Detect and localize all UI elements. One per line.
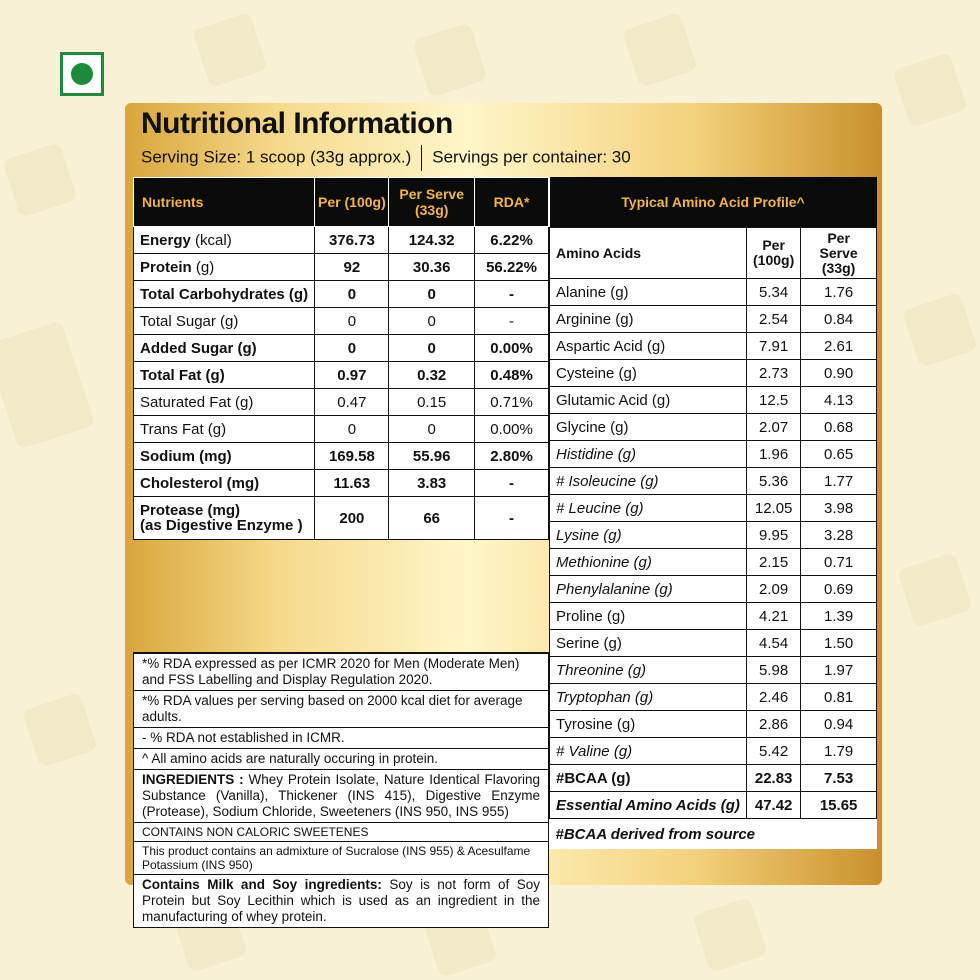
background-product-icon: [2, 142, 78, 218]
amino-per100: 2.54: [747, 306, 801, 333]
column-header: RDA*: [475, 178, 549, 227]
amino-name: Glycine (g): [550, 414, 747, 441]
amino-per-serve: 15.65: [801, 792, 877, 819]
amino-per-serve: 0.65: [801, 441, 877, 468]
ingredients-note: [133, 770, 549, 823]
table-cell: 0.00%: [475, 416, 549, 443]
amino-per100: 22.83: [747, 765, 801, 792]
table-cell: 0: [315, 308, 389, 335]
amino-name: Essential Amino Acids (g): [550, 792, 747, 819]
table-cell: 3.83: [389, 470, 475, 497]
table-cell: -: [475, 470, 549, 497]
table-cell: [134, 308, 315, 335]
table-cell: [134, 281, 315, 308]
amino-per-serve: 0.94: [801, 711, 877, 738]
table-cell: 0.00%: [475, 335, 549, 362]
amino-per-serve: 0.84: [801, 306, 877, 333]
amino-per100: 2.15: [747, 549, 801, 576]
nutrient-name: Added Sugar (g): [140, 339, 257, 357]
notes-section: [133, 652, 549, 928]
nutrient-row: [134, 497, 549, 540]
amino-name: Methionine (g): [550, 549, 747, 576]
background-product-icon: [902, 292, 978, 368]
table-cell: 0: [389, 308, 475, 335]
note-amino-natural: ^ All amino acids are naturally occuring in protein.: [133, 749, 549, 770]
table-cell: -: [475, 308, 549, 335]
milk-soy-label: Contains Milk and Soy ingredients:: [142, 877, 382, 892]
amino-row: [550, 630, 877, 657]
table-cell: 0: [315, 416, 389, 443]
amino-name: Cysteine (g): [550, 360, 747, 387]
amino-per100: 5.42: [747, 738, 801, 765]
amino-name: Tryptophan (g): [550, 684, 747, 711]
column-header: Per Serve (33g): [389, 178, 475, 227]
table-cell: 2.80%: [475, 443, 549, 470]
ingredients-label: INGREDIENTS :: [142, 772, 244, 787]
amino-per100: 2.46: [747, 684, 801, 711]
nutrient-unit: (kcal): [190, 231, 232, 249]
amino-per100: 1.96: [747, 441, 801, 468]
amino-per100: 2.86: [747, 711, 801, 738]
amino-row: [550, 414, 877, 441]
amino-name: # Valine (g): [550, 738, 747, 765]
amino-row: [550, 306, 877, 333]
amino-name: Serine (g): [550, 630, 747, 657]
amino-name: Proline (g): [550, 603, 747, 630]
amino-name: Alanine (g): [550, 279, 747, 306]
amino-per-serve: 1.77: [801, 468, 877, 495]
amino-row: [550, 684, 877, 711]
amino-name: Lysine (g): [550, 522, 747, 549]
column-header: Per (100g): [315, 178, 389, 227]
amino-row: [550, 738, 877, 765]
amino-row: [550, 765, 877, 792]
amino-name: Glutamic Acid (g): [550, 387, 747, 414]
nutrient-row: [134, 389, 549, 416]
amino-per100: 2.73: [747, 360, 801, 387]
amino-row: [550, 468, 877, 495]
ingredients-text: Whey Protein Isolate, Nature Identical Flavoring Substance (Vanilla), Thickener (INS 415), Digestive Enzyme (Protease), Sodium Chloride, Sweeteners (INS 950, INS 955): [142, 772, 540, 819]
amino-per100: 7.91: [747, 333, 801, 360]
table-cell: 0.47: [315, 389, 389, 416]
amino-name: Arginine (g): [550, 306, 747, 333]
amino-per-serve: 0.81: [801, 684, 877, 711]
table-cell: 0.48%: [475, 362, 549, 389]
table-cell: 0: [389, 335, 475, 362]
nutrient-name: Protease (mg): [140, 502, 241, 519]
table-cell: 0.71%: [475, 389, 549, 416]
table-cell: 56.22%: [475, 254, 549, 281]
nutrition-panel: [125, 103, 882, 924]
serving-size: Serving Size: 1 scoop (33g approx.): [141, 147, 412, 167]
nutrient-row: [134, 443, 549, 470]
amino-row: [550, 603, 877, 630]
nutrient-unit: (g): [191, 258, 215, 276]
nutrient-row: [134, 308, 549, 335]
amino-per-serve: 1.97: [801, 657, 877, 684]
nutrient-row: [134, 227, 549, 254]
table-cell: 0: [389, 281, 475, 308]
amino-row: [550, 522, 877, 549]
amino-per100: 47.42: [747, 792, 801, 819]
nutrient-unit: Total Sugar (g): [140, 312, 239, 330]
background-product-icon: [892, 52, 968, 128]
nutrient-name: Energy: [140, 231, 191, 249]
nutrient-row: [134, 281, 549, 308]
column-header: Per Serve (33g): [801, 228, 877, 279]
amino-row: [550, 711, 877, 738]
amino-header-row: [550, 228, 877, 279]
amino-per-serve: 0.69: [801, 576, 877, 603]
background-product-icon: [412, 22, 488, 98]
table-cell: 0.15: [389, 389, 475, 416]
column-header: Per (100g): [747, 228, 801, 279]
table-cell: 0: [315, 281, 389, 308]
amino-per-serve: 0.68: [801, 414, 877, 441]
amino-name: Tyrosine (g): [550, 711, 747, 738]
note-rda-icmr: *% RDA expressed as per ICMR 2020 for Men (Moderate Men) and FSS Labelling and Display Regulation 2020.: [133, 654, 549, 691]
table-cell: 6.22%: [475, 227, 549, 254]
background-product-icon: [0, 320, 95, 449]
milk-soy-text: Soy is not form of Soy Protein but Soy Lecithin which is used as an ingredient in the manufacturing of whey protein.: [142, 877, 540, 924]
amino-row: [550, 576, 877, 603]
amino-per-serve: 7.53: [801, 765, 877, 792]
table-cell: 55.96: [389, 443, 475, 470]
nutrient-row: [134, 416, 549, 443]
divider: [421, 145, 422, 171]
amino-acid-table: [549, 177, 877, 849]
amino-row: [550, 387, 877, 414]
non-caloric-note: CONTAINS NON CALORIC SWEETENES: [133, 823, 549, 842]
nutrient-row: [134, 470, 549, 497]
nutrient-unit: Saturated Fat (g): [140, 393, 254, 411]
amino-per-serve: 0.90: [801, 360, 877, 387]
table-cell: [134, 254, 315, 281]
nutrient-name: Total Fat (g): [140, 366, 225, 384]
amino-name: # Isoleucine (g): [550, 468, 747, 495]
background-product-icon: [692, 897, 768, 973]
column-header: Nutrients: [134, 178, 315, 227]
background-product-icon: [22, 692, 98, 768]
amino-table-title: Typical Amino Acid Profile^: [550, 177, 877, 228]
amino-per-serve: 1.76: [801, 279, 877, 306]
amino-row: [550, 657, 877, 684]
table-cell: 0.32: [389, 362, 475, 389]
amino-footnote-row: [550, 819, 877, 850]
background-product-icon: [192, 12, 268, 88]
nutrient-row: [134, 254, 549, 281]
amino-per-serve: 3.28: [801, 522, 877, 549]
nutrient-note: (as Digestive Enzyme ): [140, 517, 303, 534]
table-cell: [134, 416, 315, 443]
note-rda-kcal: *% RDA values per serving based on 2000 kcal diet for average adults.: [133, 691, 549, 728]
veg-symbol-icon: [60, 52, 104, 96]
amino-row: [550, 279, 877, 306]
nutrient-name: Total Carbohydrates (g): [140, 285, 309, 303]
amino-row: [550, 360, 877, 387]
column-header: Amino Acids: [550, 228, 747, 279]
amino-per100: 12.05: [747, 495, 801, 522]
table-cell: -: [475, 497, 549, 540]
amino-per-serve: 2.61: [801, 333, 877, 360]
nutrient-row: [134, 335, 549, 362]
amino-name: # Leucine (g): [550, 495, 747, 522]
nutrient-row: [134, 362, 549, 389]
nutrient-unit: Trans Fat (g): [140, 420, 227, 438]
table-cell: [134, 470, 315, 497]
table-cell: 124.32: [389, 227, 475, 254]
admixture-note: This product contains an admixture of Sucralose (INS 955) & Acesulfame Potassium (INS 950): [133, 842, 549, 875]
table-cell: 66: [389, 497, 475, 540]
nutrient-name: Cholesterol (mg): [140, 474, 260, 492]
amino-per-serve: 4.13: [801, 387, 877, 414]
amino-per-serve: 3.98: [801, 495, 877, 522]
servings-per-container: Servings per container: 30: [432, 147, 631, 167]
amino-per100: 9.95: [747, 522, 801, 549]
amino-row: [550, 441, 877, 468]
amino-footnote: #BCAA derived from source: [550, 819, 877, 850]
table-cell: 169.58: [315, 443, 389, 470]
nutrients-table: [133, 177, 549, 540]
amino-row: [550, 333, 877, 360]
table-cell: [134, 227, 315, 254]
table-cell: 0: [315, 335, 389, 362]
table-cell: 0: [389, 416, 475, 443]
amino-per100: 5.98: [747, 657, 801, 684]
table-cell: 11.63: [315, 470, 389, 497]
panel-title: Nutritional Information: [141, 107, 453, 140]
note-not-established: - % RDA not established in ICMR.: [133, 728, 549, 749]
table-cell: 0.97: [315, 362, 389, 389]
table-cell: 92: [315, 254, 389, 281]
amino-per-serve: 1.39: [801, 603, 877, 630]
background-product-icon: [897, 552, 973, 628]
amino-per-serve: 0.71: [801, 549, 877, 576]
table-cell: -: [475, 281, 549, 308]
amino-per100: 12.5: [747, 387, 801, 414]
amino-per100: 2.07: [747, 414, 801, 441]
table-cell: [134, 362, 315, 389]
amino-row: [550, 792, 877, 819]
table-cell: 200: [315, 497, 389, 540]
serving-info: [141, 145, 631, 171]
amino-per100: 5.36: [747, 468, 801, 495]
amino-row: [550, 549, 877, 576]
amino-per100: 2.09: [747, 576, 801, 603]
amino-per100: 4.54: [747, 630, 801, 657]
amino-name: Phenylalanine (g): [550, 576, 747, 603]
table-cell: [134, 497, 315, 540]
amino-per100: 5.34: [747, 279, 801, 306]
table-cell: 30.36: [389, 254, 475, 281]
amino-name: #BCAA (g): [550, 765, 747, 792]
amino-row: [550, 495, 877, 522]
amino-per-serve: 1.79: [801, 738, 877, 765]
table-cell: 376.73: [315, 227, 389, 254]
table-cell: [134, 443, 315, 470]
nutrients-header-row: [134, 178, 549, 227]
background-product-icon: [622, 12, 698, 88]
amino-per-serve: 1.50: [801, 630, 877, 657]
table-cell: [134, 389, 315, 416]
table-cell: [134, 335, 315, 362]
amino-name: Threonine (g): [550, 657, 747, 684]
amino-per100: 4.21: [747, 603, 801, 630]
amino-name: Histidine (g): [550, 441, 747, 468]
nutrient-name: Sodium (mg): [140, 447, 232, 465]
nutrient-name: Protein: [140, 258, 192, 276]
milk-soy-note: [133, 875, 549, 928]
amino-name: Aspartic Acid (g): [550, 333, 747, 360]
